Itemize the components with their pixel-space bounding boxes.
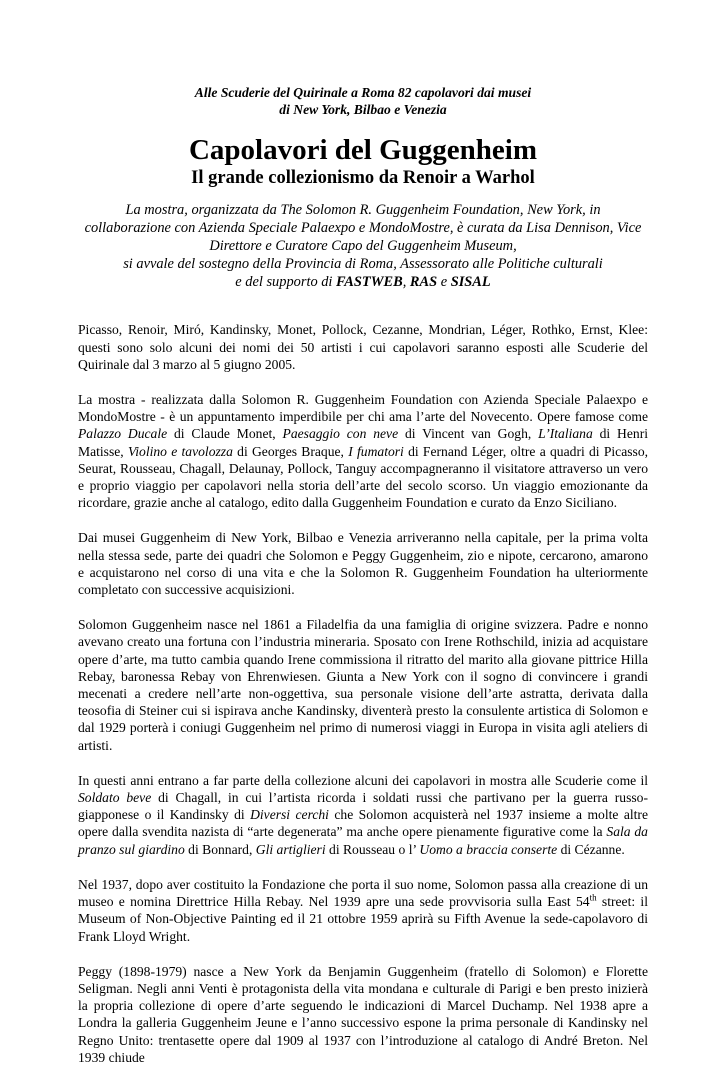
artwork-title: Gli artiglieri <box>255 841 326 857</box>
p2-text: di Fernand Léger, oltre a quadri di Picasso, Seurat, Rousseau, Chagall, Delaunay, Pollock, Tanguy accompagneranno il visitatore attraverso un vero e proprio viaggio per capolavori nella storia dell’arte del secolo scorso. Un viaggio emozionante da ricordare, grazie anche al catalogo, edito dalla Guggenheim Foundation e curato da Enzo Siciliano. <box>78 443 649 511</box>
paragraph-6 <box>78 876 648 945</box>
paragraph-7: Peggy (1898-1979) nasce a New York da Benjamin Guggenheim (fratello di Solomon) e Florette Seligman. Negli anni Venti è protagonista della vita mondana e culturale di Parigi e ben presto inizierà la propria collezione di opere d’arte seguendo le indicazioni di Marcel Duchamp. Nel 1938 apre a Londra la galleria Guggenheim Jeune e l’anno successivo espone la prima personale di Kandinsky nel Regno Unito: trentasette opere dal 1909 al 1937 con l’introduzione al catalogo di André Breton. Nel 1939 chiude <box>78 963 648 1065</box>
sponsor-sisal: SISAL <box>450 274 491 291</box>
p5-text: che Solomon acquisterà nel 1937 insieme a molte altre opere dalla svendita nazista di “arte degenerata” ma anche opere pienamente figurative come la <box>78 807 648 840</box>
artwork-title: Violino e tavolozza <box>127 443 233 459</box>
sponsor-ras: RAS <box>409 274 438 291</box>
p2-text: di Georges Braque, <box>232 443 349 459</box>
p2-text: di Henri Matisse, <box>78 426 648 459</box>
document-subtitle: Il grande collezionismo da Renoir a Warhol <box>191 168 535 189</box>
intro-line-2: collaborazione con Azienda Speciale Palaexpo e MondoMostre, è curata da Lisa Dennison, Vice <box>84 220 642 237</box>
body-text <box>78 321 648 1066</box>
p5-text: di Chagall, in cui l’artista ricorda i soldati russi che partivano per la guerra russo-giapponese o il Kandinsky di <box>78 790 648 823</box>
p5-text: di Rousseau o l’ <box>325 841 420 857</box>
paragraph-4: Solomon Guggenheim nasce nel 1861 a Filadelfia da una famiglia di origine svizzera. Padre e nonno avevano creato una fortuna con l’industria mineraria. Sposato con Irene Rothschild, inizia ad acquistare opere d’arte, ma tutto cambia quando Irene commissiona il ritratto del marito alla giovane pittrice Hilla Rebay, baronessa Rebay von Ehrenwiesen. Giunta a New York con il sogno di convincere i grandi mecenati a credere nell’arte non-oggettiva, sua personale visione dell’arte astratta, derivata dalla teosofia di Steiner cui si ispirava anche Kandinsky, diventerà presto la consulente artistica di Solomon e dal 1929 porterà i coniugi Guggenheim nel primo di numerosi viaggi in Europa in visita agli ateliers di artisti. <box>78 617 648 753</box>
intro-line-3: Direttore e Curatore Capo del Guggenheim Museum, <box>209 238 517 255</box>
document-page <box>78 84 648 1084</box>
intro-sep-2: e <box>437 274 451 291</box>
artwork-title: Diversi cerchi <box>250 807 329 823</box>
kicker-line-2: di New York, Bilbao e Venezia <box>279 102 447 118</box>
kicker <box>78 84 648 118</box>
p6-text: street: il Museum of Non-Objective Painting ed il 21 ottobre 1959 aprirà su Fifth Avenue la sede-capolavoro di Frank Lloyd Wright. <box>78 894 648 944</box>
paragraph-5 <box>78 772 648 858</box>
intro-line-5: e del supporto di <box>235 274 337 291</box>
paragraph-2 <box>78 391 648 511</box>
intro-line-4: si avvale del sostegno della Provincia di Roma, Assessorato alle Politiche culturali <box>123 256 603 273</box>
p5-text: In questi anni entrano a far parte della collezione alcuni dei capolavori in mostra alle Scuderie come il <box>78 772 648 788</box>
paragraph-3: Dai musei Guggenheim di New York, Bilbao e Venezia arriveranno nella capitale, per la prima volta nella stessa sede, parte dei quadri che Solomon e Peggy Guggenheim, zio e nipote, cercarono, amarono e acquistarono nel corso di una vita e che la Solomon R. Guggenheim Foundation ha ulteriormente completato con successive acquisizioni. <box>78 530 648 598</box>
p2-text: di Claude Monet, <box>167 426 283 442</box>
sponsor-fastweb: FASTWEB <box>336 274 403 291</box>
intro-line-1: La mostra, organizzata da The Solomon R. Guggenheim Foundation, New York, in <box>125 202 601 219</box>
p2-text: La mostra - realizzata dalla Solomon R. Guggenheim Foundation con Azienda Speciale Palaexpo e MondoMostre - è un appuntamento imperdibile per chi ama l’arte del Novecento. Opere famose come <box>78 392 648 425</box>
p5-text: di Cézanne. <box>557 841 625 857</box>
p2-text: di Vincent van Gogh, <box>398 426 539 442</box>
ordinal-superscript: th <box>589 892 597 903</box>
artwork-title: Palazzo Ducale <box>78 426 168 442</box>
kicker-line-1: Alle Scuderie del Quirinale a Roma 82 capolavori dai musei <box>194 85 532 100</box>
p5-text: di Bonnard, <box>184 841 256 857</box>
intro-paragraph <box>78 201 648 291</box>
artwork-title: Soldato beve <box>78 790 152 806</box>
artwork-title: Uomo a braccia conserte <box>419 841 558 857</box>
artwork-title: L’Italiana <box>538 426 593 442</box>
artwork-title: Sala da pranzo sul giardino <box>78 824 648 857</box>
artwork-title: Paesaggio con neve <box>282 426 399 442</box>
p6-text: Nel 1937, dopo aver costituito la Fondazione che porta il suo nome, Solomon passa alla creazione di un museo e nomina Direttrice Hilla Rebay. Nel 1939 apre una sede provvisoria sulla East 54 <box>78 876 648 910</box>
paragraph-1: Picasso, Renoir, Miró, Kandinsky, Monet, Pollock, Cezanne, Mondrian, Léger, Rothko, Ernst, Klee: questi sono solo alcuni dei nomi dei 50 artisti i cui capolavori saranno esposti alle Scuderie del Quirinale dal 3 marzo al 5 giugno 2005. <box>78 322 648 372</box>
artwork-title: I fumatori <box>348 443 404 459</box>
document-title: Capolavori del Guggenheim <box>188 134 537 167</box>
intro-sep-1: , <box>402 274 410 291</box>
